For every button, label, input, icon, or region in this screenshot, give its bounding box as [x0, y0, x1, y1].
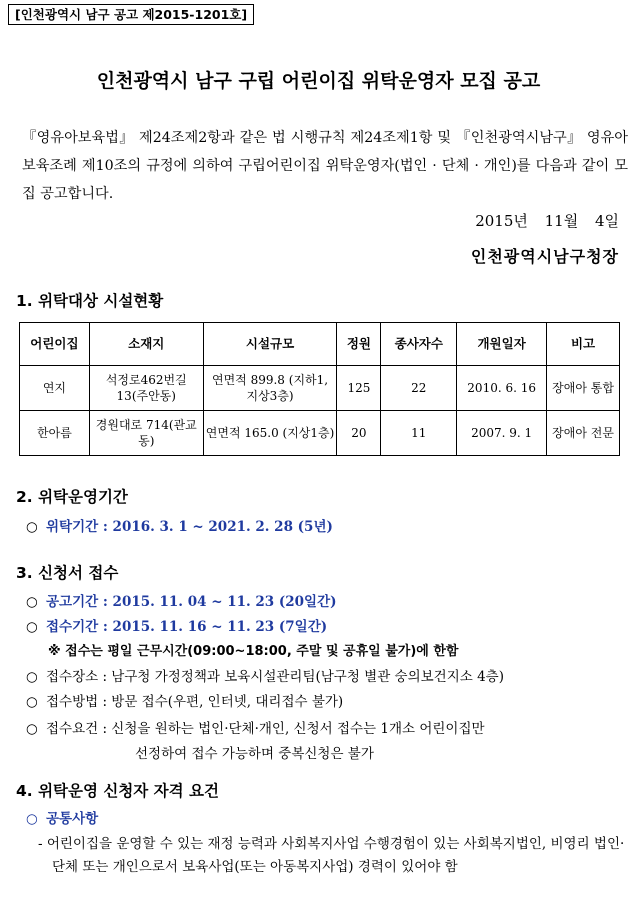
- table-header: 종사자수: [381, 323, 457, 366]
- table-cell: 2007. 9. 1: [457, 411, 547, 456]
- notice-number: [인천광역시 남구 공고 제2015-1201호]: [8, 4, 254, 25]
- table-cell: 연지: [20, 366, 90, 411]
- common-requirements-title: 공통사항: [46, 811, 99, 827]
- receipt-requirement-cont: 선정하여 접수 가능하며 중복신청은 불가: [135, 746, 374, 762]
- receipt-place-line: [26, 667, 504, 687]
- notice-date: 2015년 11월 4일: [475, 212, 619, 230]
- common-requirements-line: [26, 809, 98, 829]
- section2-heading: 2. 위탁운영기간: [16, 488, 128, 506]
- table-row: [20, 366, 620, 411]
- table-cell: 석정로462번길 13(주안동): [89, 366, 203, 411]
- table-header: 개원일자: [457, 323, 547, 366]
- contract-period: 위탁기간 : 2016. 3. 1 ~ 2021. 2. 28 (5년): [46, 519, 333, 535]
- table-cell: 연면적 165.0 (지상1층): [203, 411, 337, 456]
- receipt-requirement-line: [26, 719, 485, 739]
- table-header-row: [20, 323, 620, 366]
- table-header: 어린이집: [20, 323, 90, 366]
- page-title: 인천광역시 남구 구립 어린이집 위탁운영자 모집 공고: [96, 70, 541, 92]
- table-header: 정원: [337, 323, 381, 366]
- receipt-place: 접수장소 : 남구청 가정정책과 보육시설관리팀(남구청 별관 숭의보건지소 4층): [46, 669, 504, 685]
- section1-heading: 1. 위탁대상 시설현황: [16, 292, 164, 310]
- receipt-method-line: [26, 692, 343, 712]
- circle-bullet-icon: ○: [26, 619, 38, 635]
- receipt-period-line: [26, 617, 327, 637]
- common-requirement-item: - 어린이집을 운영할 수 있는 재정 능력과 사회복지사업 수행경험이 있는 사회복지법인, 비영리 법인·단체 또는 개인으로서 보육사업(또는 아동복지사업) 경력이 있어야 함: [38, 836, 625, 875]
- receipt-period: 접수기간 : 2015. 11. 16 ~ 11. 23 (7일간): [46, 619, 328, 635]
- circle-bullet-icon: ○: [26, 669, 38, 685]
- intro-paragraph: 『영유아보육법』 제24조제2항과 같은 법 시행규칙 제24조제1항 및 『인천광역시남구』 영유아보육조례 제10조의 규정에 의하여 구립어린이집 위탁운영자(법인 · 단체 · 개인)를 다음과 같이 모집 공고합니다.: [22, 130, 628, 202]
- contract-period-line: [26, 517, 333, 537]
- facility-table: [19, 322, 620, 456]
- circle-bullet-icon: ○: [26, 594, 38, 610]
- table-header: 시설규모: [203, 323, 337, 366]
- circle-bullet-icon: ○: [26, 519, 38, 535]
- table-header: 비고: [547, 323, 620, 366]
- issuer: 인천광역시남구청장: [470, 247, 619, 266]
- table-cell: 11: [381, 411, 457, 456]
- table-header: 소재지: [89, 323, 203, 366]
- table-cell: 20: [337, 411, 381, 456]
- notice-period: 공고기간 : 2015. 11. 04 ~ 11. 23 (20일간): [46, 594, 337, 610]
- table-cell: 경원대로 714(관교동): [89, 411, 203, 456]
- notice-period-line: [26, 592, 337, 612]
- circle-bullet-icon: ○: [26, 811, 38, 827]
- table-cell: 연면적 899.8 (지하1, 지상3층): [203, 366, 337, 411]
- section3-heading: 3. 신청서 접수: [16, 564, 119, 582]
- table-row: [20, 411, 620, 456]
- section4-heading: 4. 위탁운영 신청자 자격 요건: [16, 782, 219, 800]
- table-cell: 한아름: [20, 411, 90, 456]
- receipt-requirement: 접수요건 : 신청을 원하는 법인·단체·개인, 신청서 접수는 1개소 어린이집만: [46, 721, 485, 737]
- table-cell: 장애아 통합: [547, 366, 620, 411]
- receipt-method: 접수방법 : 방문 접수(우편, 인터넷, 대리접수 불가): [46, 694, 344, 710]
- table-cell: 2010. 6. 16: [457, 366, 547, 411]
- receipt-note: ※ 접수는 평일 근무시간(09:00~18:00, 주말 및 공휴일 불가)에 한함: [48, 644, 459, 659]
- table-cell: 22: [381, 366, 457, 411]
- circle-bullet-icon: ○: [26, 721, 38, 737]
- table-cell: 장애아 전문: [547, 411, 620, 456]
- table-cell: 125: [337, 366, 381, 411]
- circle-bullet-icon: ○: [26, 694, 38, 710]
